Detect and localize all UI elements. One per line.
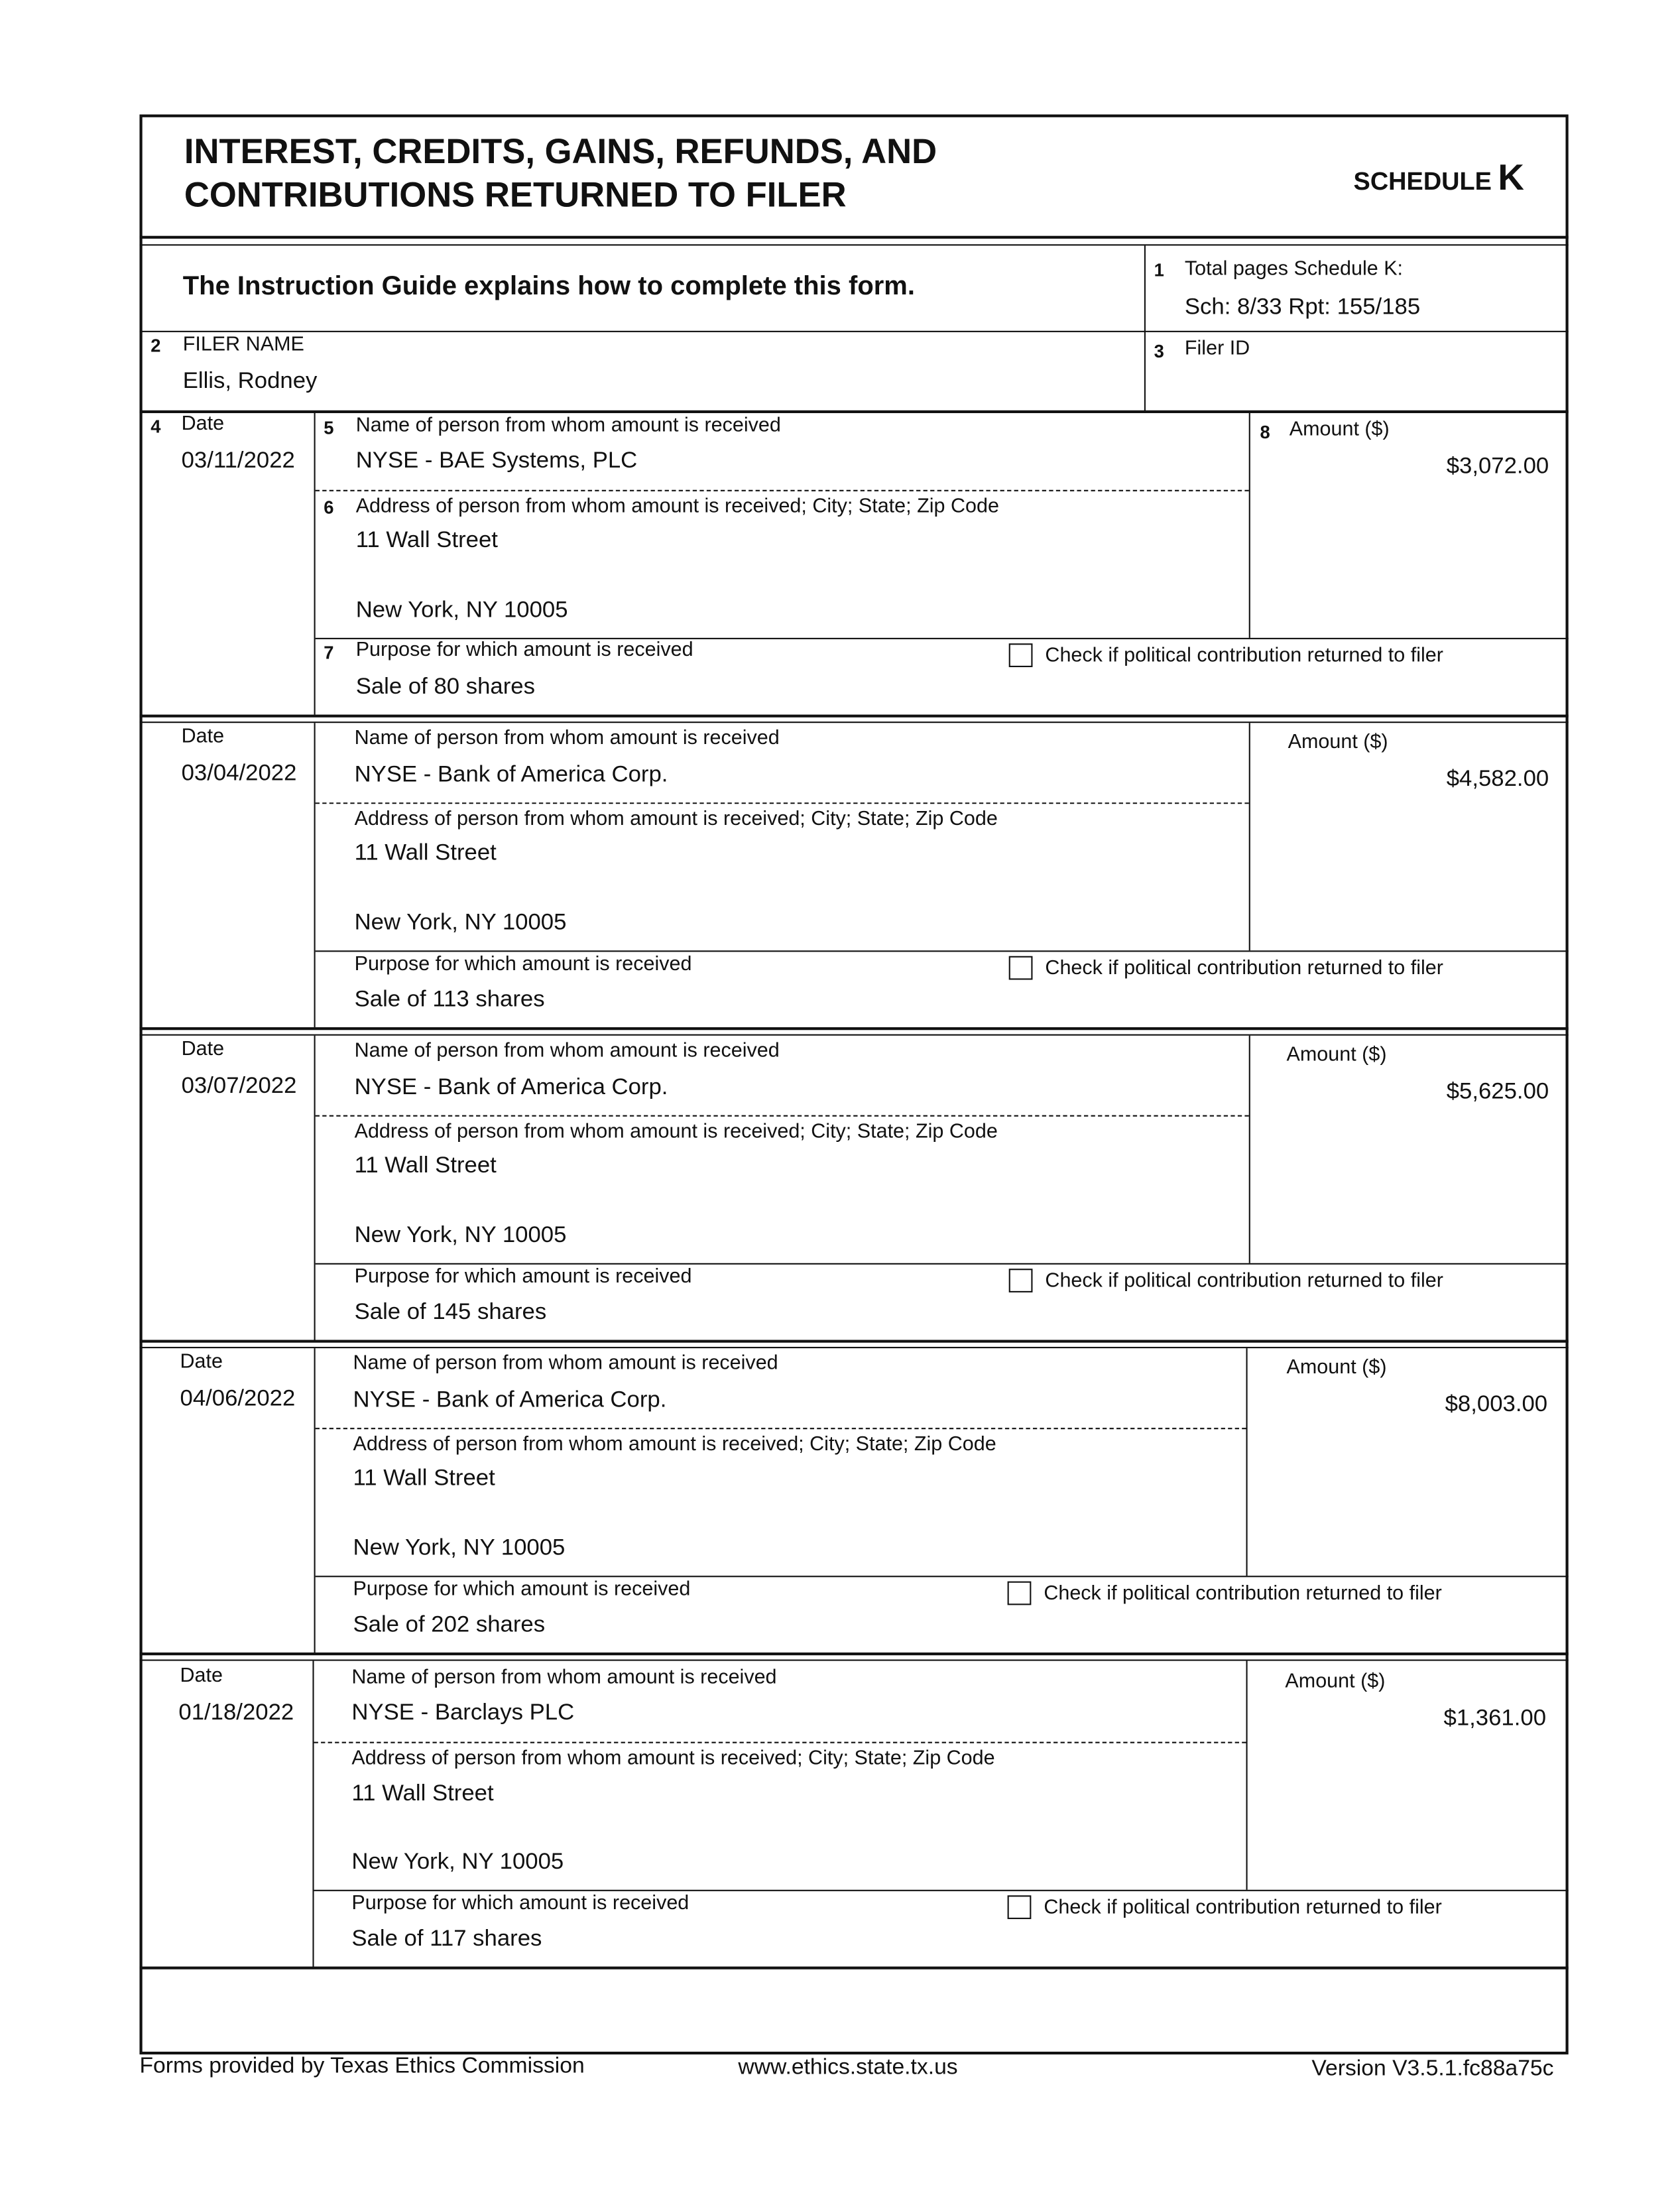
political-contribution-checkbox[interactable] bbox=[1009, 1269, 1033, 1292]
col-divider bbox=[1246, 1661, 1247, 1890]
col-divider bbox=[1249, 723, 1250, 950]
purpose-value: Sale of 202 shares bbox=[353, 1611, 546, 1637]
filer-id-label: Filer ID bbox=[1184, 338, 1250, 361]
political-contribution-checkbox[interactable] bbox=[1009, 643, 1033, 667]
col-divider bbox=[314, 1348, 316, 1653]
address-label: Address of person from whom amount is received; City; State; Zip Code bbox=[353, 1433, 996, 1456]
date-label: Date bbox=[181, 412, 225, 436]
address-line2: New York, NY 10005 bbox=[351, 1849, 564, 1875]
purpose-value: Sale of 117 shares bbox=[351, 1926, 542, 1952]
date-label: Date bbox=[180, 1664, 223, 1688]
footer-url[interactable]: www.ethics.state.tx.us bbox=[738, 2056, 958, 2080]
amount-label: Amount ($) bbox=[1286, 1044, 1387, 1066]
address-line1: 11 Wall Street bbox=[353, 1465, 495, 1491]
entry-divider-2 bbox=[139, 721, 1568, 723]
field-number: 7 bbox=[324, 642, 334, 663]
purpose-label: Purpose for which amount is received bbox=[354, 1265, 692, 1288]
address-label: Address of person from whom amount is received; City; State; Zip Code bbox=[354, 1121, 998, 1143]
info-bottom-divider bbox=[139, 410, 1568, 413]
checkbox-label: Check if political contribution returned to filer bbox=[1045, 1270, 1443, 1292]
address-line1: 11 Wall Street bbox=[354, 1153, 497, 1178]
col-divider bbox=[314, 723, 316, 1027]
payer-name-value: NYSE - Bank of America Corp. bbox=[354, 762, 668, 788]
instruction-guide-text: The Instruction Guide explains how to complete this form. bbox=[182, 272, 915, 302]
date-label: Date bbox=[180, 1351, 223, 1374]
form-title-line2: CONTRIBUTIONS RETURNED TO FILER bbox=[184, 176, 847, 216]
filer-name-label: FILER NAME bbox=[182, 334, 304, 356]
dashed-divider bbox=[316, 802, 1249, 804]
payer-name-value: NYSE - Bank of America Corp. bbox=[353, 1387, 667, 1412]
amount-value: $3,072.00 bbox=[1446, 454, 1549, 479]
payer-name-label: Name of person from whom amount is received bbox=[354, 727, 780, 750]
form-title-line1: INTEREST, CREDITS, GAINS, REFUNDS, AND bbox=[184, 132, 937, 172]
payer-name-value: NYSE - Barclays PLC bbox=[351, 1700, 575, 1725]
address-line2: New York, NY 10005 bbox=[353, 1535, 566, 1561]
date-value: 04/06/2022 bbox=[180, 1385, 296, 1411]
amount-label: Amount ($) bbox=[1285, 1670, 1386, 1694]
entry-divider bbox=[139, 1653, 1568, 1655]
total-pages-label: Total pages Schedule K: bbox=[1184, 258, 1404, 281]
purpose-label: Purpose for which amount is received bbox=[354, 953, 692, 976]
address-line2: New York, NY 10005 bbox=[355, 597, 568, 623]
dashed-divider bbox=[316, 490, 1249, 491]
field-number: 5 bbox=[324, 417, 334, 438]
dashed-divider bbox=[316, 1428, 1246, 1429]
col-divider bbox=[1249, 1036, 1250, 1263]
schedule-letter: K bbox=[1498, 156, 1524, 198]
date-label: Date bbox=[181, 1038, 225, 1061]
payer-name-value: NYSE - Bank of America Corp. bbox=[354, 1074, 668, 1100]
info-row-divider bbox=[139, 331, 1568, 332]
payer-name-label: Name of person from whom amount is received bbox=[351, 1666, 777, 1689]
address-line1: 11 Wall Street bbox=[355, 527, 498, 553]
field-number: 6 bbox=[324, 497, 334, 518]
amount-value: $1,361.00 bbox=[1443, 1705, 1547, 1731]
header-divider-2 bbox=[139, 244, 1568, 245]
purpose-value: Sale of 145 shares bbox=[354, 1299, 547, 1325]
schedule-label: SCHEDULE bbox=[1353, 167, 1492, 196]
purpose-value: Sale of 113 shares bbox=[354, 987, 545, 1012]
checkbox-label: Check if political contribution returned to filer bbox=[1045, 957, 1443, 980]
field-number: 4 bbox=[150, 416, 161, 437]
purpose-value: Sale of 80 shares bbox=[355, 674, 535, 700]
address-label: Address of person from whom amount is received; City; State; Zip Code bbox=[355, 495, 999, 518]
address-line2: New York, NY 10005 bbox=[354, 1222, 567, 1248]
payer-name-label: Name of person from whom amount is received bbox=[353, 1352, 778, 1375]
checkbox-label: Check if political contribution returned to filer bbox=[1044, 1582, 1442, 1605]
amount-label: Amount ($) bbox=[1286, 1356, 1387, 1379]
address-line2: New York, NY 10005 bbox=[354, 910, 567, 936]
address-label: Address of person from whom amount is received; City; State; Zip Code bbox=[351, 1747, 995, 1770]
address-label: Address of person from whom amount is received; City; State; Zip Code bbox=[354, 808, 998, 831]
dashed-divider bbox=[316, 1115, 1249, 1117]
entry-divider-2 bbox=[139, 1347, 1568, 1348]
row-divider bbox=[316, 950, 1569, 952]
purpose-label: Purpose for which amount is received bbox=[353, 1578, 691, 1601]
footer-provider: Forms provided by Texas Ethics Commission bbox=[139, 2054, 585, 2078]
amount-value: $8,003.00 bbox=[1445, 1391, 1548, 1417]
info-divider bbox=[1144, 245, 1146, 413]
entry-divider bbox=[139, 1340, 1568, 1343]
filer-name-value: Ellis, Rodney bbox=[182, 368, 318, 394]
date-value: 03/07/2022 bbox=[181, 1073, 297, 1099]
col-divider bbox=[312, 1661, 314, 1967]
col-divider bbox=[314, 412, 316, 715]
amount-value: $4,582.00 bbox=[1446, 766, 1549, 792]
political-contribution-checkbox[interactable] bbox=[1009, 956, 1033, 980]
field-number: 2 bbox=[150, 335, 161, 356]
purpose-label: Purpose for which amount is received bbox=[351, 1892, 690, 1915]
header-divider bbox=[139, 236, 1568, 239]
checkbox-label: Check if political contribution returned to filer bbox=[1045, 645, 1443, 668]
col-divider bbox=[1249, 412, 1250, 638]
schedule-id bbox=[1354, 156, 1524, 200]
payer-name-label: Name of person from whom amount is received bbox=[354, 1040, 780, 1062]
payer-name-value: NYSE - BAE Systems, PLC bbox=[355, 448, 638, 473]
amount-label: Amount ($) bbox=[1289, 418, 1390, 442]
total-pages-value: Sch: 8/33 Rpt: 155/185 bbox=[1184, 294, 1421, 320]
date-value: 01/18/2022 bbox=[178, 1700, 294, 1725]
col-divider bbox=[314, 1036, 316, 1340]
entry-divider bbox=[139, 715, 1568, 718]
row-divider bbox=[316, 1263, 1569, 1265]
entry-divider-2 bbox=[139, 1034, 1568, 1036]
field-number: 3 bbox=[1154, 340, 1164, 362]
date-value: 03/04/2022 bbox=[181, 761, 297, 786]
amount-label: Amount ($) bbox=[1288, 731, 1388, 754]
entry-divider bbox=[139, 1967, 1568, 1970]
dashed-divider bbox=[314, 1742, 1246, 1743]
address-line1: 11 Wall Street bbox=[351, 1781, 494, 1806]
entry-divider-2 bbox=[139, 1659, 1568, 1660]
date-value: 03/11/2022 bbox=[181, 448, 295, 473]
footer-version: Version V3.5.1.fc88a75c bbox=[1311, 2057, 1554, 2082]
checkbox-label: Check if political contribution returned to filer bbox=[1044, 1897, 1442, 1919]
political-contribution-checkbox[interactable] bbox=[1008, 1895, 1032, 1919]
amount-value: $5,625.00 bbox=[1446, 1078, 1549, 1104]
col-divider bbox=[1246, 1348, 1247, 1576]
field-number: 8 bbox=[1260, 421, 1270, 443]
row-divider bbox=[314, 1890, 1569, 1891]
political-contribution-checkbox[interactable] bbox=[1008, 1582, 1032, 1605]
payer-name-label: Name of person from whom amount is received bbox=[355, 414, 781, 437]
field-number: 1 bbox=[1154, 259, 1164, 281]
address-line1: 11 Wall Street bbox=[354, 840, 497, 865]
row-divider bbox=[316, 1576, 1569, 1577]
purpose-label: Purpose for which amount is received bbox=[355, 639, 693, 662]
date-label: Date bbox=[181, 725, 225, 749]
entry-divider bbox=[139, 1027, 1568, 1030]
